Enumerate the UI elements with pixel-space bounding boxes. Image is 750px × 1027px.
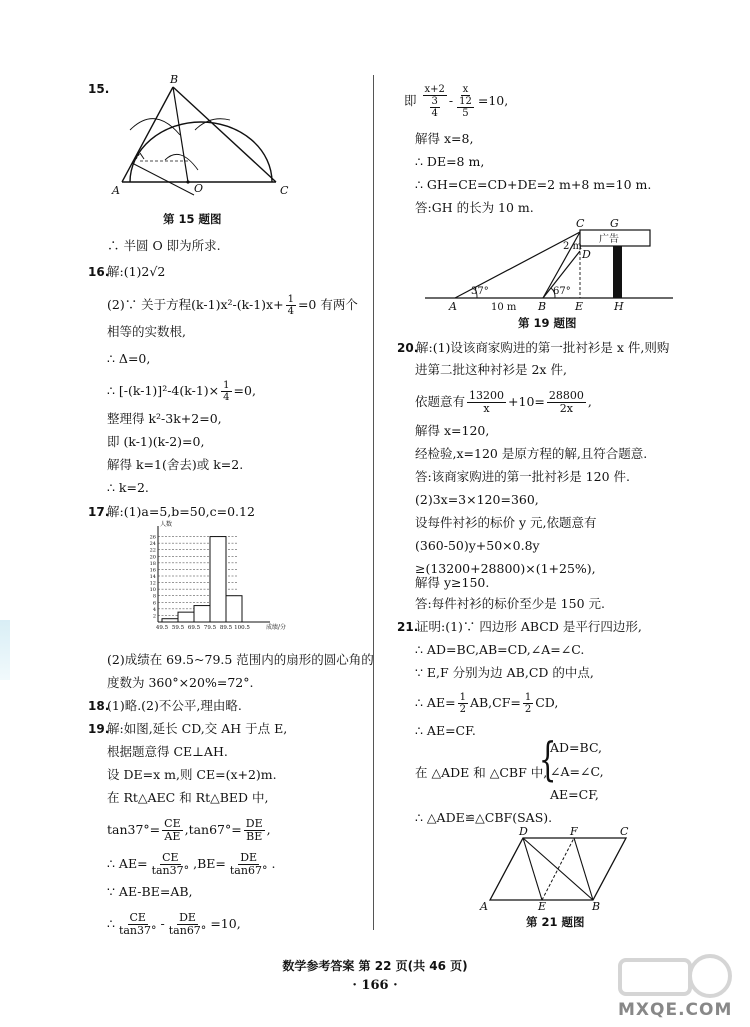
q21-line-3: ∵ E,F 分别为边 AB,CD 的中点, xyxy=(415,665,594,680)
fig15-label-b: B xyxy=(170,73,179,86)
q15-conclusion: ∴ 半圆 O 即为所求. xyxy=(107,238,221,253)
q16-line-2: (2)∵ 关于方程(k-1)x²-(k-1)x+ $\frac{1}{4}$ =0 有两个 xyxy=(107,294,358,317)
q19-formula-ae-be: ∴ AE= $\frac{CE}{\tan 37^\circ}$ ,BE= $\frac{DE}{\tan 67^\circ}$ . xyxy=(107,851,276,877)
figure-19-caption: 第 19 题图 xyxy=(518,316,577,330)
q16-line-6: 整理得 k²-3k+2=0, xyxy=(107,411,222,426)
fig19-label-b: B xyxy=(538,300,547,313)
q18-line-1: (1)略.(2)不公平,理由略. xyxy=(107,698,242,713)
q16-line-3: 相等的实数根, xyxy=(107,324,186,339)
question-number-17: 17. xyxy=(88,505,110,519)
q19-line-4: 在 Rt△AEC 和 Rt△BED 中, xyxy=(107,790,269,805)
fig21-label-d: D xyxy=(519,825,528,838)
x-tick-label: 59.5 xyxy=(171,625,185,631)
q19-cont-line-4: 答:GH 的长为 10 m. xyxy=(415,200,534,215)
watermark-text: MXQE.COM xyxy=(618,1000,733,1020)
q19-cont-line-1: 解得 x=8, xyxy=(415,131,474,146)
q21-line-4: ∴ AE=CF. xyxy=(415,723,476,738)
q20-line-5: 答:该商家购进的第一批衬衫是 120 件. xyxy=(415,469,630,484)
fig21-label-f: F xyxy=(570,825,578,838)
q17-line-1: 解:(1)a=5,b=50,c=0.12 xyxy=(107,504,255,519)
figure-21-caption: 第 21 题图 xyxy=(526,915,585,929)
fig15-label-c: C xyxy=(280,184,289,197)
x-axis-label: 成绩/分 xyxy=(266,624,287,631)
y-tick-label: 4 xyxy=(152,606,156,613)
q19-line-3: 设 DE=x m,则 CE=(x+2)m. xyxy=(107,767,277,782)
figure-15 xyxy=(110,75,300,200)
fig19-label-c: C xyxy=(576,217,585,230)
fig19-cd-length: 2 m xyxy=(563,241,583,252)
q19-line-2: 根据题意得 CE⊥AH. xyxy=(107,744,228,759)
q20-line-1: 解:(1)设该商家购进的第一批衬衫是 x 件,则购 xyxy=(416,340,670,355)
q16-line-1: 解:(1)2√2 xyxy=(107,264,166,279)
y-tick-label: 8 xyxy=(152,593,156,600)
fig19-angle-37: 37° xyxy=(471,286,489,297)
y-tick-label: 26 xyxy=(149,534,156,541)
q16-line-4: ∴ Δ=0, xyxy=(107,351,151,366)
y-tick-label: 2 xyxy=(152,613,156,620)
q19-complex-fraction: 即 $\frac{x+2}{\frac{3}{4}}$ - $\frac{x}{\frac{12}{5}}$ =10, xyxy=(404,84,509,119)
y-tick-label: 12 xyxy=(149,580,156,587)
column-divider xyxy=(373,75,374,930)
q17-line-3: 度数为 360°×20%=72°. xyxy=(107,675,254,690)
y-tick-label: 6 xyxy=(152,600,156,607)
q21-line-5: 在 △ADE 和 △CBF 中, xyxy=(415,765,548,780)
fig21-label-c: C xyxy=(620,825,629,838)
x-tick-label: 49.5 xyxy=(155,625,169,631)
y-tick-label: 18 xyxy=(149,560,156,567)
q20-equation: 依题意有 $\frac{13200}{x}$ +10= $\frac{28800}{2x}$ , xyxy=(415,389,592,415)
q20-line-4: 经检验,x=120 是原方程的解,且符合题意. xyxy=(415,446,648,461)
histogram-bar xyxy=(226,596,242,622)
q16-line-8: 解得 k=1(舍去)或 k=2. xyxy=(107,457,244,472)
fig19-label-d: D xyxy=(582,248,591,261)
question-number-16: 16. xyxy=(88,265,110,279)
q19-formula-equation: ∴ $\frac{CE}{\tan 37^\circ}$ - $\frac{DE}{\tan 67^\circ}$ =10, xyxy=(107,911,241,937)
fig19-label-a: A xyxy=(449,300,457,313)
histogram-bar xyxy=(162,619,178,622)
fig19-angle-67: 67° xyxy=(553,286,571,297)
q20-line-11: 答:每件衬衫的标价至少是 150 元. xyxy=(415,596,605,611)
fig19-label-g: G xyxy=(610,217,619,230)
q21-midpoint-formula: ∴ AE= $\frac{1}{2}$ AB,CF= $\frac{1}{2}$ CD, xyxy=(415,692,559,715)
q20-line-6: (2)3x=3×120=360, xyxy=(415,492,539,507)
q20-line-2: 进第二批这种衬衫是 2x 件, xyxy=(415,362,567,377)
page-number: · 166 · xyxy=(352,978,398,993)
fig15-label-o: O xyxy=(194,182,204,195)
fig15-label-a: A xyxy=(112,184,120,197)
q19-cont-line-2: ∴ DE=8 m, xyxy=(415,154,485,169)
q16-line-5: ∴ [-(k-1)]²-4(k-1)× $\frac{1}{4}$ =0, xyxy=(107,380,256,403)
y-tick-label: 24 xyxy=(149,541,156,548)
q21-line-6: ∴ △ADE≌△CBF(SAS). xyxy=(415,810,553,825)
figure-19 xyxy=(425,218,675,318)
x-tick-label: 100.5 xyxy=(234,625,250,631)
q21-line-1: 证明:(1)∵ 四边形 ABCD 是平行四边形, xyxy=(416,619,642,634)
figure-21 xyxy=(478,826,638,911)
fig19-billboard-label: 广告 xyxy=(599,234,619,245)
y-tick-label: 14 xyxy=(149,574,156,580)
q19-line-1: 解:如图,延长 CD,交 AH 于点 E, xyxy=(107,721,288,736)
q21-system-brace: { xyxy=(538,732,557,786)
y-tick-label: 22 xyxy=(149,547,156,554)
histogram-bar xyxy=(210,537,226,622)
y-tick-label: 10 xyxy=(149,587,156,594)
q20-line-7: 设每件衬衫的标价 y 元,依题意有 xyxy=(415,515,597,530)
q19-line-5: ∵ AE-BE=AB, xyxy=(107,884,193,899)
q19-cont-line-3: ∴ GH=CE=CD+DE=2 m+8 m=10 m. xyxy=(415,177,652,192)
q20-line-3: 解得 x=120, xyxy=(415,423,490,438)
y-axis-label: 人数 xyxy=(160,521,173,528)
fig19-label-h: H xyxy=(614,300,624,313)
fig19-label-e: E xyxy=(575,300,584,313)
question-number-20: 20. xyxy=(397,341,419,355)
scan-edge-mark xyxy=(0,620,10,680)
histogram-bar xyxy=(178,612,194,622)
q21-condition-1: AD=BC, xyxy=(550,740,603,755)
question-number-19: 19. xyxy=(88,722,110,736)
page-footer: 数学参考答案 第 22 页(共 46 页) xyxy=(282,959,468,973)
q21-line-2: ∴ AD=BC,AB=CD,∠A=∠C. xyxy=(415,642,585,657)
x-tick-label: 79.5 xyxy=(203,625,217,631)
q20-line-9: ≥(13200+28800)×(1+25%), xyxy=(415,561,596,576)
x-tick-label: 69.5 xyxy=(187,625,201,631)
question-number-18: 18. xyxy=(88,699,110,713)
q20-line-8: (360-50)y+50×0.8y xyxy=(415,538,540,553)
histogram-chart xyxy=(140,522,320,634)
q16-line-7: 即 (k-1)(k-2)=0, xyxy=(107,434,205,449)
y-tick-label: 20 xyxy=(149,554,156,561)
fig19-ab-length: 10 m xyxy=(491,302,517,313)
fig21-label-e: E xyxy=(538,900,547,913)
q17-line-2: (2)成绩在 69.5~79.5 范围内的扇形的圆心角的 xyxy=(107,652,374,667)
fig21-label-b: B xyxy=(592,900,601,913)
q21-condition-3: AE=CF, xyxy=(550,787,599,802)
figure-15-caption: 第 15 题图 xyxy=(163,212,222,226)
q16-line-9: ∴ k=2. xyxy=(107,480,149,495)
histogram-bar xyxy=(194,606,210,622)
x-tick-label: 89.5 xyxy=(219,625,233,631)
question-number-15: 15. xyxy=(88,82,110,96)
fig21-label-a: A xyxy=(480,900,488,913)
question-number-21: 21. xyxy=(397,620,419,634)
q21-condition-2: ∠A=∠C, xyxy=(550,764,604,779)
y-tick-label: 16 xyxy=(149,567,156,574)
q19-formula-tan: tan37°= $\frac{CE}{AE}$ ,tan67°= $\frac{DE}{BE}$ , xyxy=(107,817,271,843)
q20-line-10: 解得 y≥150. xyxy=(415,575,490,590)
